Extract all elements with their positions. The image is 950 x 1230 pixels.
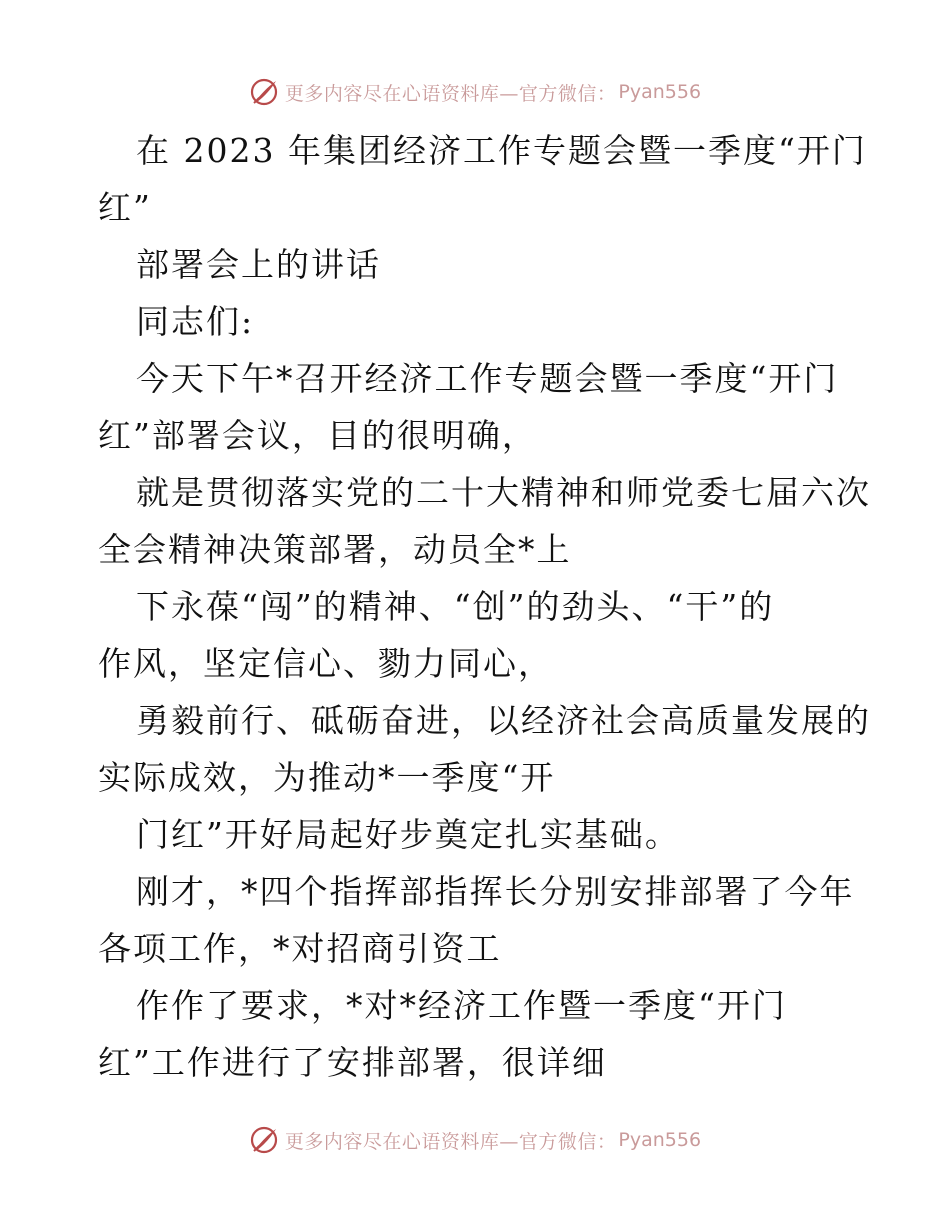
header-watermark: [0, 72, 950, 112]
text-line: 部署会上的讲话: [136, 245, 381, 284]
text-line: 门红”开好局起好步奠定扎实基础。: [136, 815, 680, 854]
text-line: 下永葆“闯”的精神、“创”的劲头、“干”的: [136, 587, 775, 626]
text-line: 同志们:: [136, 302, 255, 341]
watermark-text: 更多内容尽在心语资料库—官方微信：: [284, 82, 617, 105]
text-line: 全会精神决策部署，动员全*上: [98, 530, 572, 569]
text-line: 红”工作进行了安排部署，很详细: [98, 1043, 607, 1082]
document-body: [98, 122, 871, 1091]
footer-watermark: [0, 1120, 950, 1160]
text-line: 红”部署会议，目的很明确，: [98, 416, 537, 455]
text-line: 红”: [98, 188, 152, 227]
text-line: 实际成效，为推动*一季度“开: [98, 758, 556, 797]
text-line: 勇毅前行、砥砺奋进，以经济社会高质量发展的: [136, 701, 871, 740]
text-line: 刚才，*四个指挥部指挥长分别安排部署了今年: [136, 872, 855, 911]
text-line: 各项工作，*对招商引资工: [98, 929, 502, 968]
text-line: 作风，坚定信心、勠力同心，: [98, 644, 553, 683]
text-line: 作作了要求，*对*经济工作暨一季度“开门: [136, 986, 787, 1025]
quill-logo-icon: [249, 1125, 279, 1155]
quill-logo-icon: [249, 77, 279, 107]
watermark-wechat-id: Pyan556: [618, 81, 702, 103]
text-line: 就是贯彻落实党的二十大精神和师党委七届六次: [136, 473, 871, 512]
text-line: 今天下午*召开经济工作专题会暨一季度“开门: [136, 359, 839, 398]
watermark-text: 更多内容尽在心语资料库—官方微信：: [284, 1130, 617, 1153]
watermark-wechat-id: Pyan556: [618, 1129, 702, 1151]
text-line: 在 2023 年集团经济工作专题会暨一季度“开门: [136, 131, 867, 170]
